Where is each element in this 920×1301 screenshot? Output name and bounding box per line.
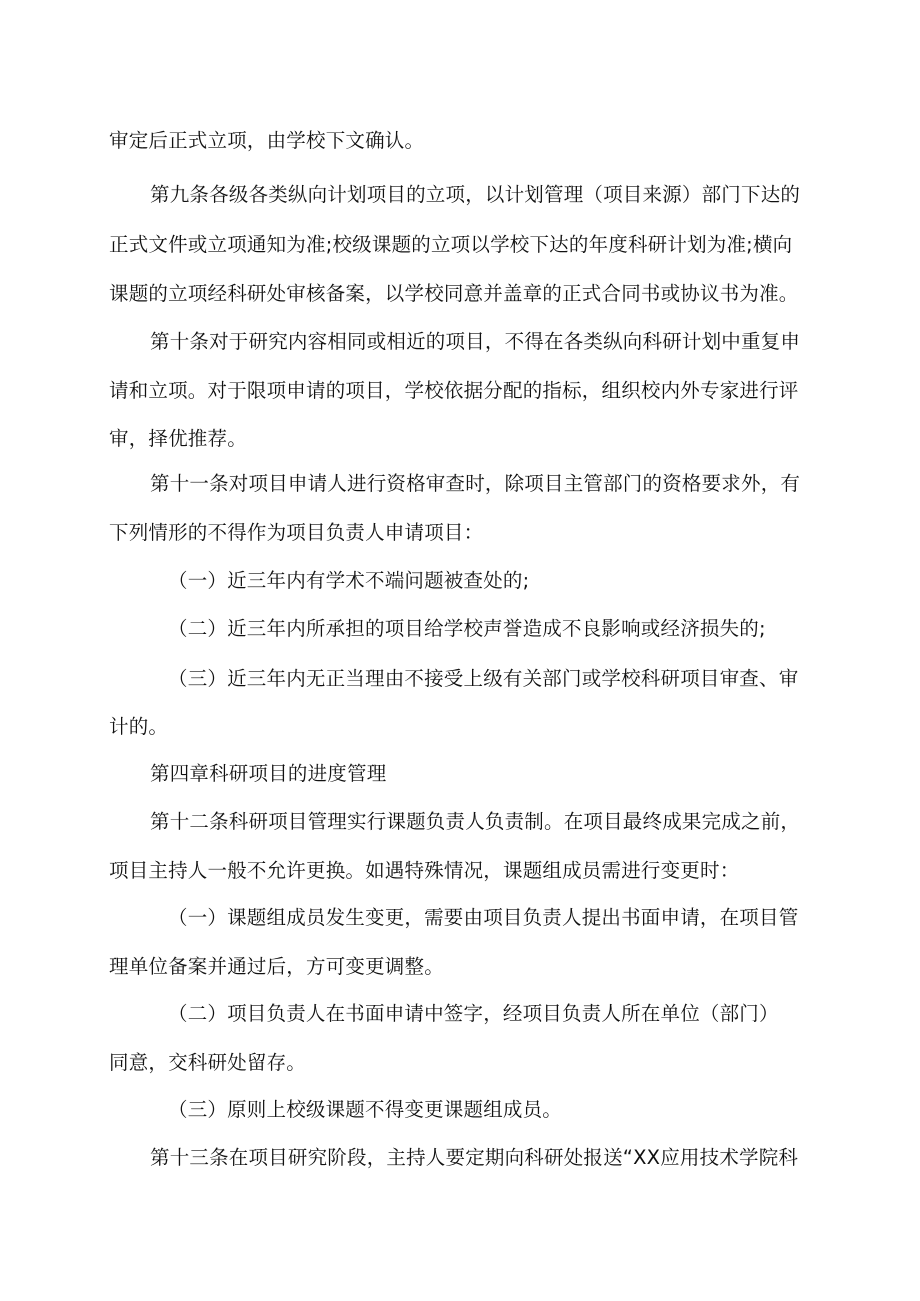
body-text-line: 课题的立项经科研处审核备案，以学校同意并盖章的正式合同书或协议书为准。 xyxy=(109,282,799,305)
list-item-line: （二）近三年内所承担的项目给学校声誉造成不良影响或经济损失的; xyxy=(168,617,766,640)
body-text-line: 项目主持人一般不允许更换。如遇特殊情况，课题组成员需进行变更时： xyxy=(109,859,740,882)
article-9-line: 第九条各级各类纵向计划项目的立项，以计划管理（项目来源）部门下达的 xyxy=(150,183,801,206)
list-item-line: （一）课题组成员发生变更，需要由项目负责人提出书面申请，在项目管 xyxy=(168,906,799,929)
body-text-line: 计的。 xyxy=(109,715,169,738)
article-10-line: 第十条对于研究内容相同或相近的项目，不得在各类纵向科研计划中重复申 xyxy=(150,330,801,353)
body-text-line: 审，择优推荐。 xyxy=(109,427,247,450)
article-12-line: 第十二条科研项目管理实行课题负责人负责制。在项目最终成果完成之前， xyxy=(150,810,801,833)
list-item-line: （三）近三年内无正当理由不接受上级有关部门或学校科研项目审查、审 xyxy=(168,667,799,690)
body-text-line: 同意，交科研处留存。 xyxy=(109,1051,307,1074)
chapter-heading: 第四章科研项目的进度管理 xyxy=(150,762,387,785)
list-item-line: （二）项目负责人在书面申请中签字，经项目负责人所在单位（部门） xyxy=(168,1002,779,1025)
body-text-line: 审定后正式立项，由学校下文确认。 xyxy=(109,129,425,152)
body-text-line: 下列情形的不得作为项目负责人申请项目： xyxy=(109,521,484,544)
body-text-line: 理单位备案并通过后，方可变更调整。 xyxy=(109,955,444,978)
article-13-line: 第十三条在项目研究阶段，主持人要定期向科研处报送“XX应用技术学院科 xyxy=(150,1146,799,1169)
body-text-line: 正式文件或立项通知为准;校级课题的立项以学校下达的年度科研计划为准;横向 xyxy=(109,233,793,256)
list-item-line: （一）近三年内有学术不端问题被查处的; xyxy=(168,569,530,592)
body-text-line: 请和立项。对于限项申请的项目，学校依据分配的指标，组织校内外专家进行评 xyxy=(109,379,799,402)
list-item-line: （三）原则上校级课题不得变更课题组成员。 xyxy=(168,1098,563,1121)
article-11-line: 第十一条对项目申请人进行资格审查时，除项目主管部门的资格要求外，有 xyxy=(150,472,801,495)
